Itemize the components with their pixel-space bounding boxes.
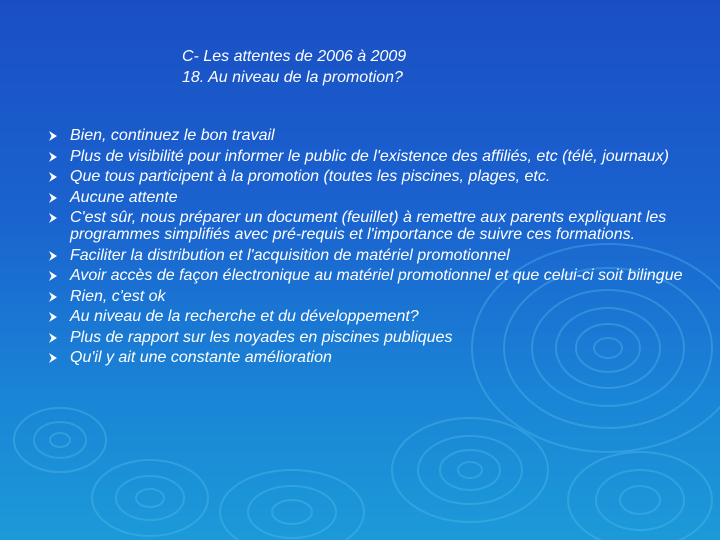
bullet-item <box>48 308 688 325</box>
bullet-item <box>48 168 688 185</box>
bullet-item <box>48 189 688 206</box>
bullet-text: Avoir accès de façon électronique au matériel promotionnel et que celui-ci soit bilingue <box>70 267 683 284</box>
arrowhead-icon <box>48 353 58 363</box>
arrowhead-icon <box>48 333 58 343</box>
bullet-item <box>48 209 688 243</box>
bullet-list <box>48 127 688 370</box>
bullet-item <box>48 329 688 346</box>
arrowhead-icon <box>48 172 58 182</box>
bullet-item <box>48 148 688 165</box>
arrowhead-icon <box>48 251 58 261</box>
title-block <box>182 46 682 88</box>
bullet-item <box>48 267 688 284</box>
bullet-text: C'est sûr, nous préparer un document (feuillet) à remettre aux parents expliquant les programmes simplifiés avec pré-requis et l'importance de suivre ces formations. <box>70 209 667 243</box>
bullet-text: Bien, continuez le bon travail <box>70 127 275 144</box>
arrowhead-icon <box>48 292 58 302</box>
bullet-text: Aucune attente <box>70 188 178 206</box>
bullet-item <box>48 127 688 144</box>
bullet-text: Plus de visibilité pour informer le public de l'existence des affiliés, etc (télé, journaux) <box>70 147 669 165</box>
arrowhead-icon <box>48 131 58 141</box>
arrowhead-icon <box>48 152 58 162</box>
bullet-item <box>48 288 688 305</box>
bullet-text: Rien, c'est ok <box>70 287 166 305</box>
arrowhead-icon <box>48 213 58 223</box>
arrowhead-icon <box>48 271 58 281</box>
bullet-text: Au niveau de la recherche et du développement? <box>70 308 419 325</box>
bullet-text: Plus de rapport sur les noyades en piscines publiques <box>70 328 453 346</box>
slide-title: C- Les attentes de 2006 à 2009 <box>182 48 407 65</box>
bullet-item <box>48 349 688 366</box>
bullet-text: Qu'il y ait une constante amélioration <box>70 349 332 366</box>
bullet-item <box>48 247 688 264</box>
bullet-text: Faciliter la distribution et l'acquisition de matériel promotionnel <box>70 246 510 264</box>
arrowhead-icon <box>48 193 58 203</box>
arrowhead-icon <box>48 312 58 322</box>
bullet-text: Que tous participent à la promotion (toutes les piscines, plages, etc. <box>70 168 551 185</box>
slide-subtitle: 18. Au niveau de la promotion? <box>182 69 403 86</box>
